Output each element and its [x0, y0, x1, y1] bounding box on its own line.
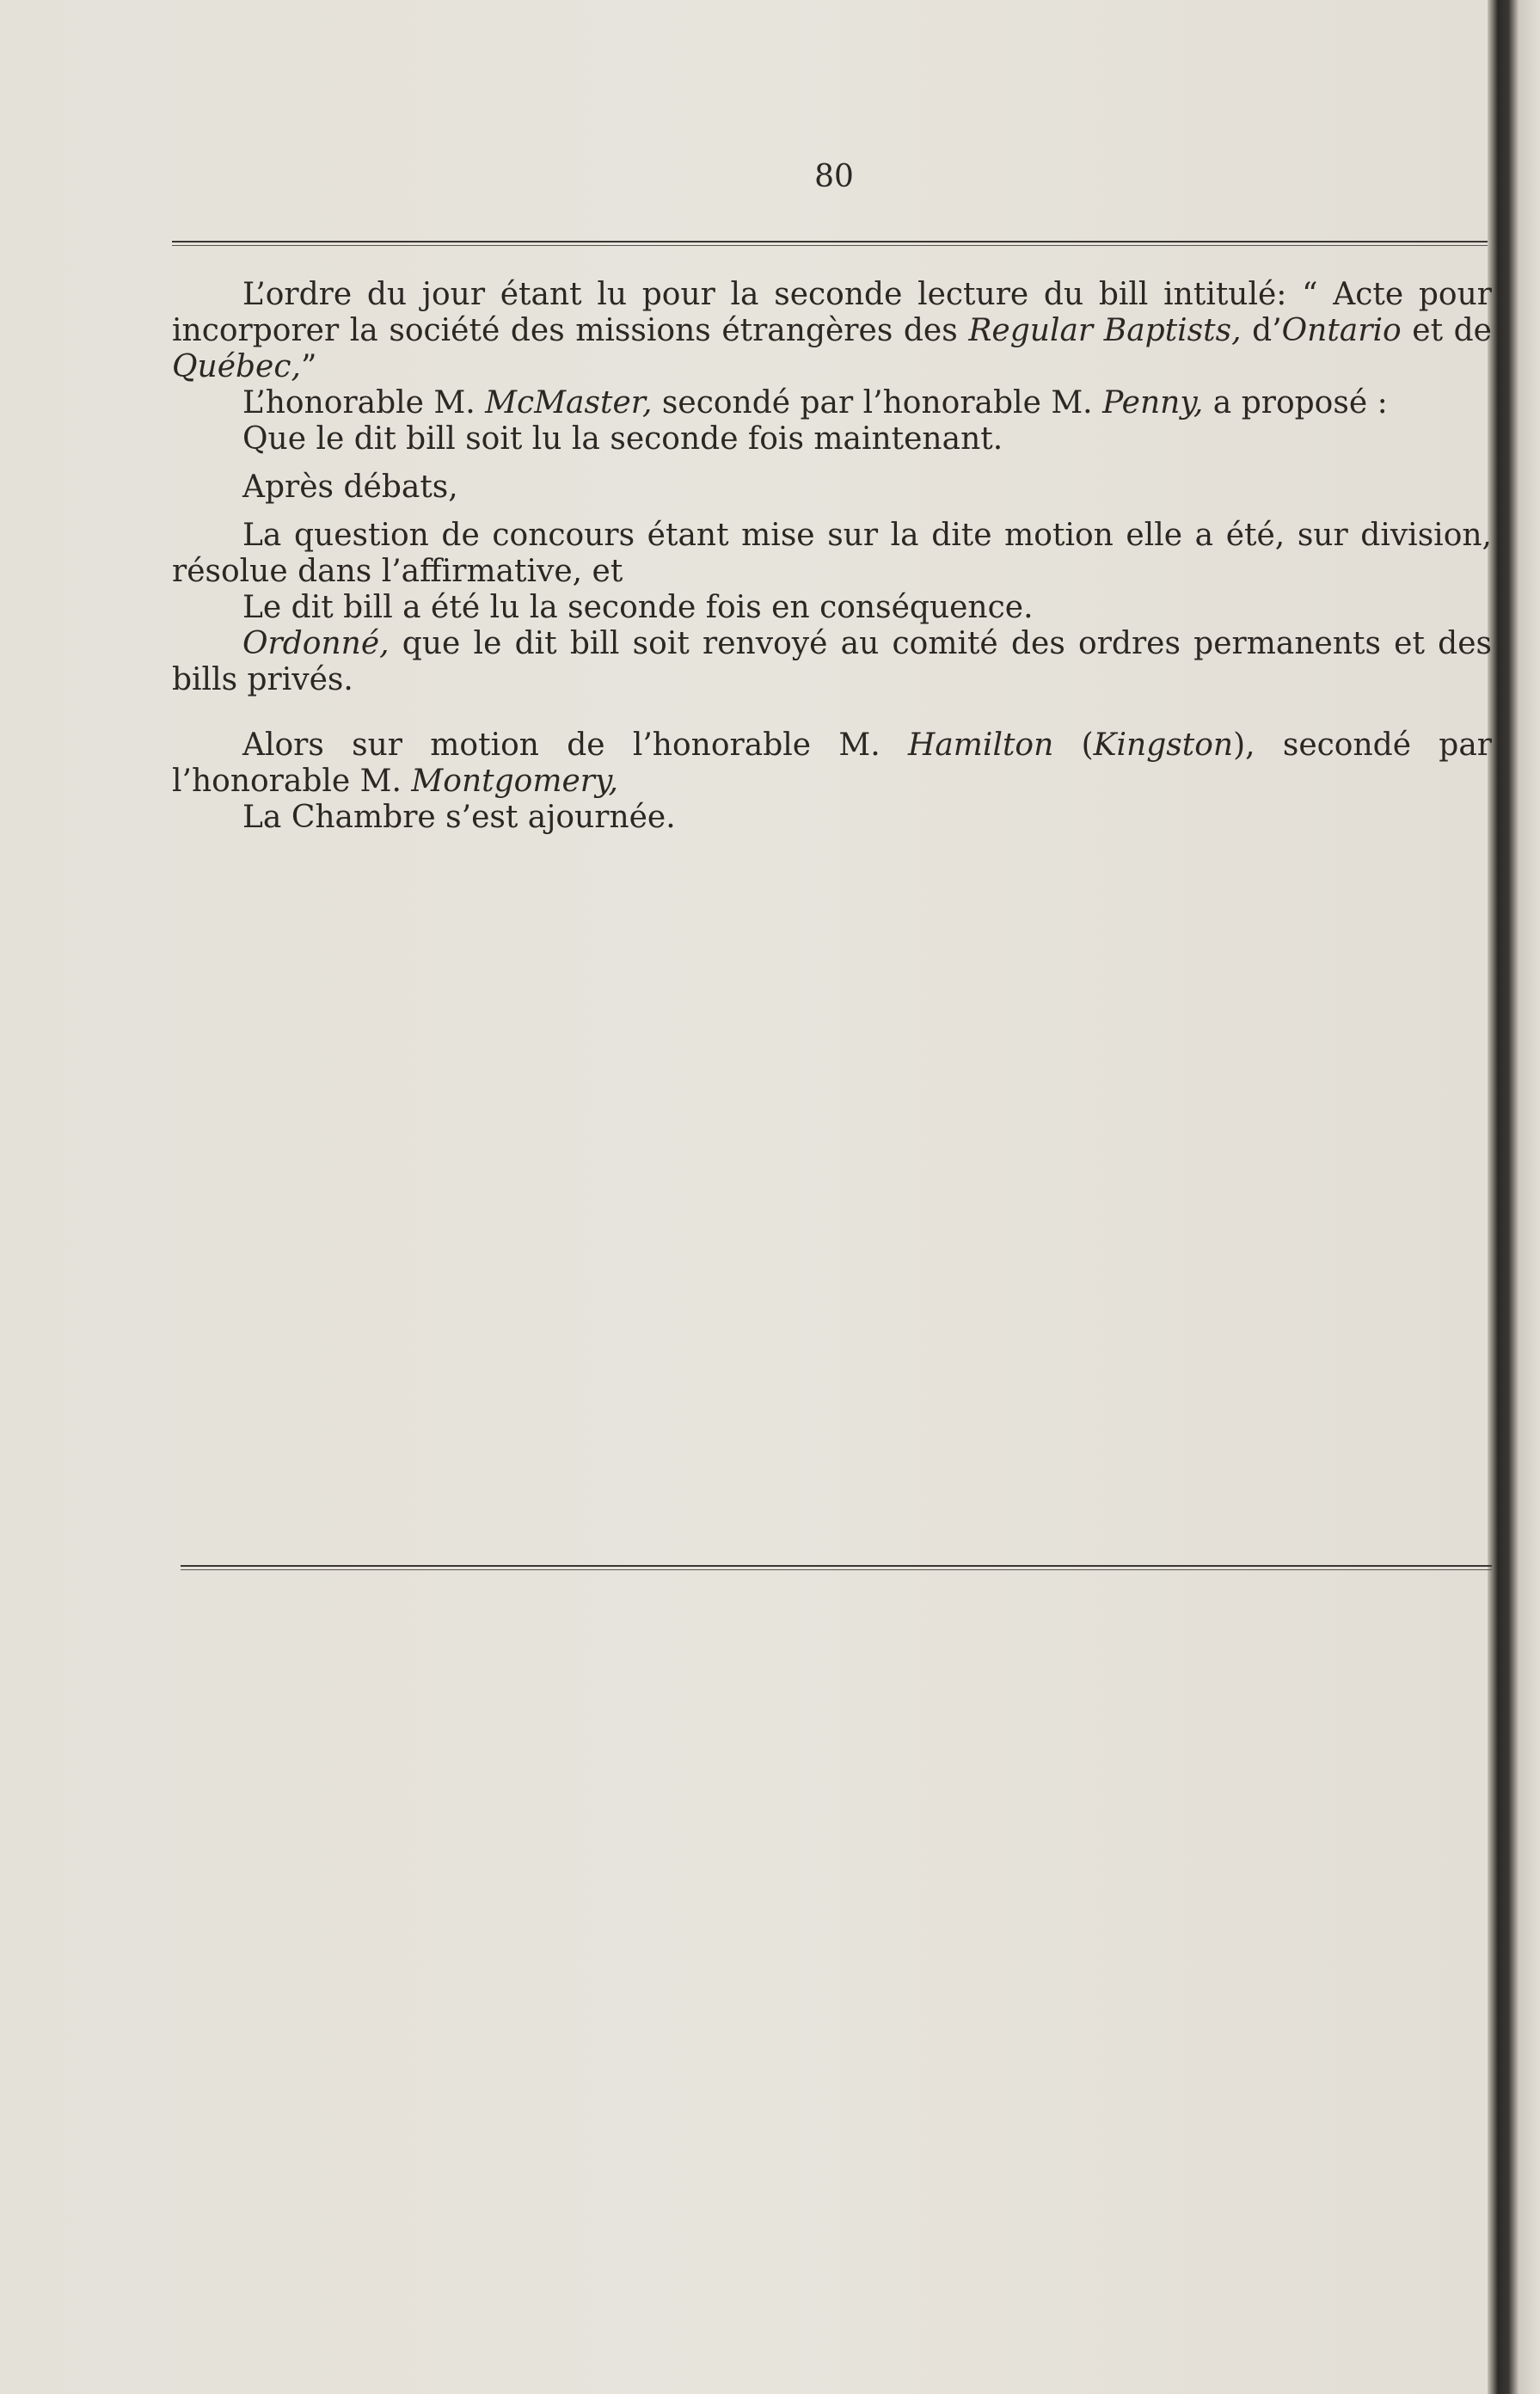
- paragraph-bill-reading: L’ordre du jour étant lu pour la seconde lecture du bill intitulé: “ Acte pour incorporer la société des missions étrangères des Regular Baptists, d’Ontario et de Québec,”: [172, 277, 1492, 384]
- paragraph-resolution: Que le dit bill soit lu la seconde fois maintenant.: [242, 421, 1003, 457]
- paragraph-adjournment-motion: Alors sur motion de l’honorable M. Hamilton (Kingston), secondé par l’honorable M. Montgomery,: [172, 727, 1492, 799]
- page-number: 80: [814, 159, 854, 194]
- book-gutter: [1488, 0, 1540, 2394]
- paragraph-debate: Après débats,: [242, 470, 458, 505]
- paragraph-order: Ordonné, que le dit bill soit renvoyé au comité des ordres permanents et des bills privés.: [172, 626, 1492, 697]
- paragraph-second-reading: Le dit bill a été lu la seconde fois en conséquence.: [242, 590, 1034, 625]
- paragraph-motion: L’honorable M. McMaster, secondé par l’honorable M. Penny, a proposé :: [242, 385, 1388, 420]
- paragraph-adjourned: La Chambre s’est ajournée.: [242, 800, 676, 835]
- bottom-rule: [181, 1565, 1492, 1570]
- paragraph-question: La question de concours étant mise sur la dite motion elle a été, sur division, résolue dans l’affirmative, et: [172, 518, 1492, 589]
- top-rule: [172, 241, 1488, 246]
- journal-text: [172, 277, 1492, 836]
